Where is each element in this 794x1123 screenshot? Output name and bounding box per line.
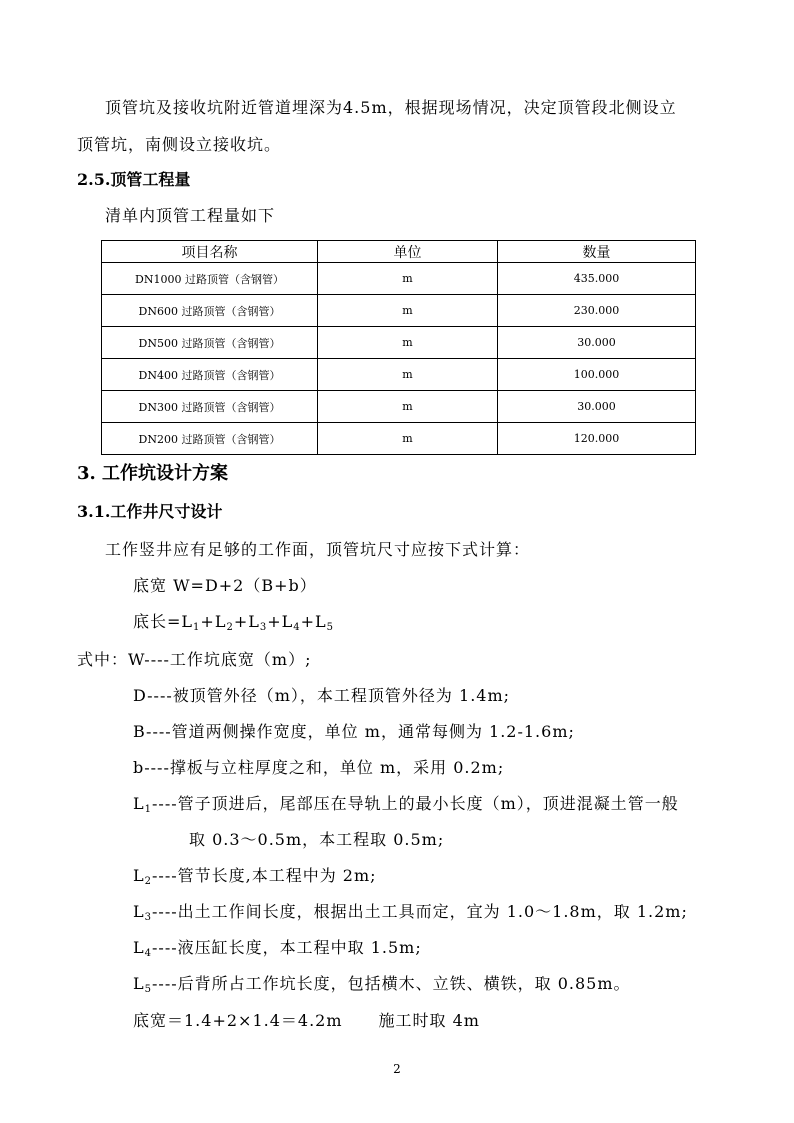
definition-l4: $L_4----$液压缸长度，本工程中取 1.5m;	[133, 938, 422, 959]
cell-unit: m	[318, 295, 498, 327]
definition-l5: $L_5----$后背所占工作坑长度，包括横木、立铁、横铁，取 0.85m。	[133, 974, 631, 995]
table-row	[102, 295, 696, 327]
table-header-row	[102, 241, 696, 263]
cell-qty: 230.000	[498, 295, 696, 327]
cell-name: DN400 过路顶管（含钢管）	[102, 359, 318, 391]
definition-d: D----被顶管外径（m），本工程顶管外径为 1.4m;	[133, 686, 511, 705]
cell-name: DN600 过路顶管（含钢管）	[102, 295, 318, 327]
cell-qty: 100.000	[498, 359, 696, 391]
definition-l3: $L_3----$出土工作间长度，根据出土工具而定，宜为 1.0～1.8m，取 1.2m;	[133, 902, 688, 923]
definition-prefix: 式中：	[77, 650, 129, 669]
definition-b-upper: B----管道两侧操作宽度，单位 m，通常每侧为 1.2-1.6m;	[133, 722, 575, 741]
page-number: 2	[393, 1062, 401, 1076]
result-note: 施工时取 4m	[378, 1011, 480, 1030]
cell-unit: m	[318, 327, 498, 359]
table-row	[102, 327, 696, 359]
cell-name: DN1000 过路顶管（含钢管）	[102, 263, 318, 295]
definition-w: 式中：W----工作坑底宽（m）;	[77, 650, 312, 669]
cell-qty: 30.000	[498, 391, 696, 423]
cell-unit: m	[318, 359, 498, 391]
header-quantity: 数量	[498, 241, 696, 263]
intro-line-1: 顶管坑及接收坑附近管道埋深为4.5m，根据现场情况，决定顶管段北侧设立	[105, 98, 677, 117]
cell-unit: m	[318, 423, 498, 455]
definition-l1-continued: 取 0.3～0.5m，本工程取 0.5m;	[189, 830, 445, 849]
table-row	[102, 391, 696, 423]
table-row	[102, 423, 696, 455]
cell-qty: 120.000	[498, 423, 696, 455]
definition-l2: $L_2----$管节长度,本工程中为 2m;	[133, 866, 377, 887]
result-calc: 底宽＝1.4+2×1.4＝4.2m	[133, 1011, 343, 1030]
section-3-1-title: 3.1.工作井尺寸设计	[77, 502, 223, 521]
cell-name: DN300 过路顶管（含钢管）	[102, 391, 318, 423]
cell-name: DN200 过路顶管（含钢管）	[102, 423, 318, 455]
header-item-name: 项目名称	[102, 241, 318, 263]
cell-unit: m	[318, 391, 498, 423]
formula-width: 底宽 W=D+2（B+b）	[133, 576, 317, 595]
section-3-1-lead: 工作竖井应有足够的工作面，顶管坑尺寸应按下式计算：	[105, 540, 531, 559]
cell-qty: 435.000	[498, 263, 696, 295]
definition-l1: $L_1----$管子顶进后，尾部压在导轨上的最小长度（m），顶进混凝土管一般	[133, 794, 679, 815]
result-line	[133, 1011, 480, 1031]
quantity-table	[101, 240, 696, 455]
section-2-5-title: 2.5.顶管工程量	[77, 170, 191, 189]
header-unit: 单位	[318, 241, 498, 263]
intro-line-2: 顶管坑，南侧设立接收坑。	[77, 135, 282, 154]
definition-b-lower: b----撑板与立柱厚度之和，单位 m，采用 0.2m;	[133, 758, 505, 777]
cell-unit: m	[318, 263, 498, 295]
formula-length-label: 底长=	[133, 612, 182, 631]
table-row	[102, 359, 696, 391]
table-row	[102, 263, 696, 295]
cell-qty: 30.000	[498, 327, 696, 359]
section-2-5-lead: 清单内顶管工程量如下	[105, 206, 276, 225]
formula-length: 底长$=L_1+L_2+L_3+L_4+L_5$	[133, 612, 335, 633]
section-3-title: 3. 工作坑设计方案	[77, 463, 229, 484]
cell-name: DN500 过路顶管（含钢管）	[102, 327, 318, 359]
